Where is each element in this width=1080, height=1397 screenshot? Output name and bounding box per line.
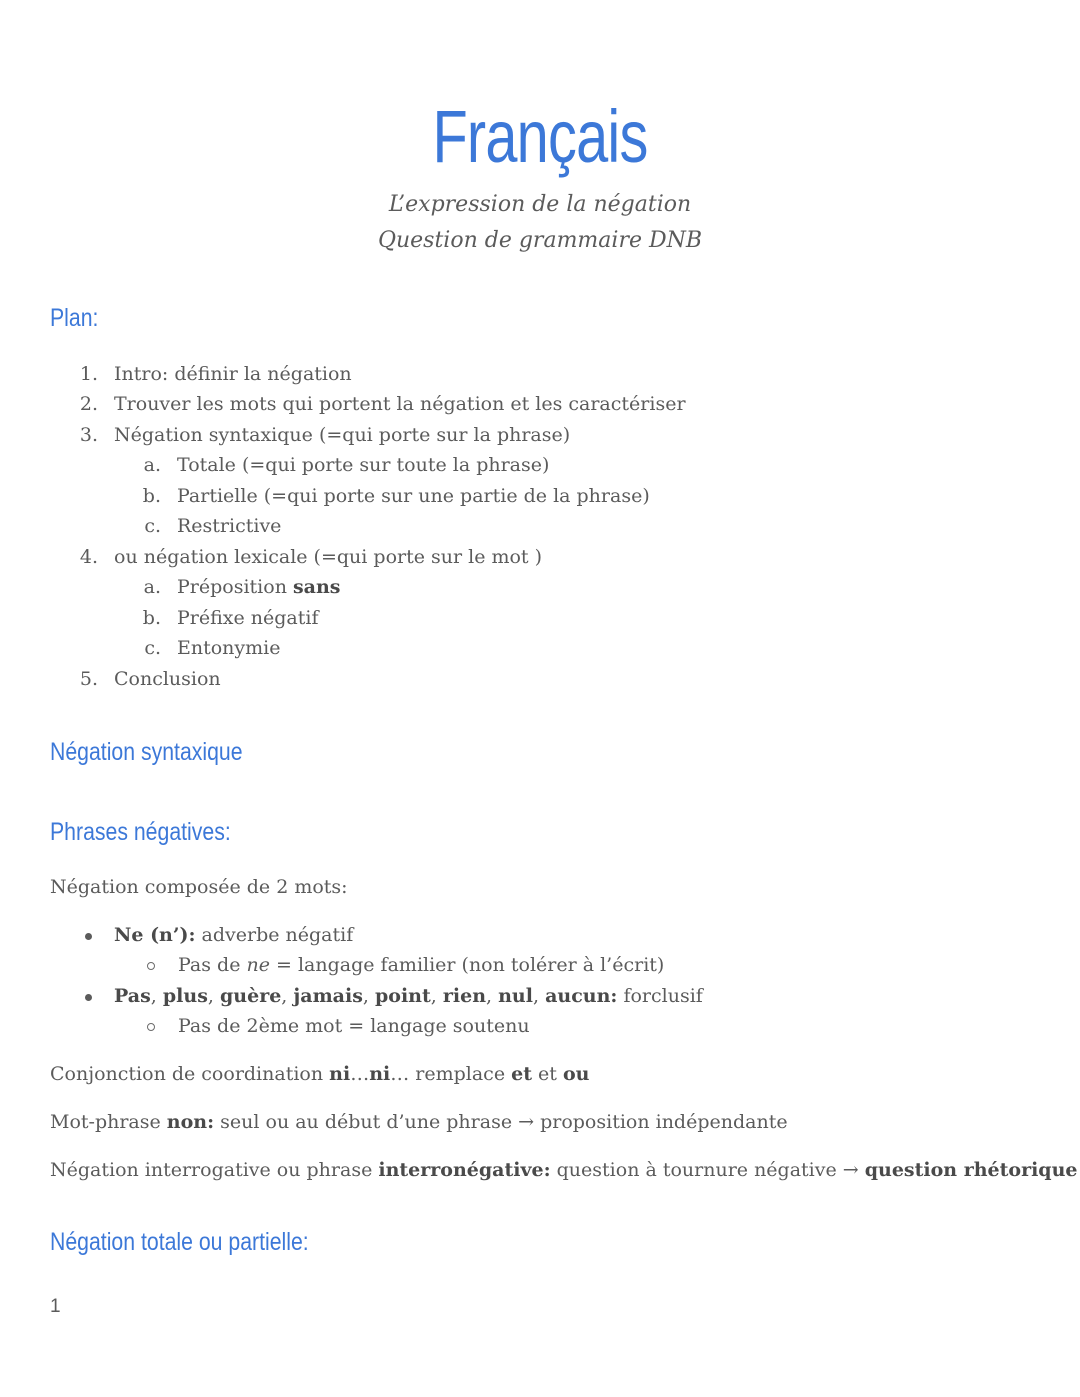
conj-ni: ni: [329, 1063, 351, 1085]
interro-pre: Négation interrogative ou phrase: [50, 1159, 379, 1181]
forclusif-word: jamais: [293, 985, 363, 1007]
interro-bold: question rhétorique: [864, 1159, 1078, 1181]
plan-item-text: Préposition: [177, 576, 293, 598]
plan-item-number: c.: [144, 637, 161, 659]
plan-item-content: [114, 423, 570, 447]
bullet-dot: [85, 994, 92, 1001]
forclusif-sep: ,: [362, 985, 375, 1007]
forclusif-word: point: [375, 985, 431, 1007]
conj-ou: ou: [562, 1063, 590, 1085]
forclusif-word: aucun:: [545, 985, 618, 1007]
motphrase-bold: non:: [166, 1111, 215, 1133]
bullet-ne-bold: Ne (n’):: [114, 924, 196, 946]
document-title: Français: [432, 95, 648, 178]
sub-bullet-circle: [147, 1023, 155, 1031]
sub-bullet-familier-pre: Pas de: [178, 954, 247, 976]
page-number: 1: [50, 1296, 61, 1317]
forclusif-word: Pas: [114, 985, 151, 1007]
plan-item-text: Restrictive: [177, 515, 282, 537]
conj-pre: Conjonction de coordination: [50, 1063, 330, 1085]
conjonction-line: [50, 1062, 589, 1086]
motphrase-pre: Mot-phrase: [50, 1111, 167, 1133]
bullet-dot: [85, 933, 92, 940]
plan-item-number: a.: [143, 454, 161, 476]
plan-item-text: Intro: définir la négation: [114, 363, 352, 385]
forclusif-sep: ,: [430, 985, 443, 1007]
plan-item-text: Conclusion: [114, 668, 221, 690]
forclusif-text: forclusif: [617, 985, 703, 1007]
plan-item-number: 5.: [79, 668, 98, 690]
plan-item-content: [177, 514, 281, 538]
forclusif-word: nul: [498, 985, 533, 1007]
plan-item-number: 2.: [79, 393, 98, 415]
plan-item-content: [177, 453, 549, 477]
plan-item-text: Préfixe négatif: [177, 607, 319, 629]
plan-item-number: c.: [144, 515, 161, 537]
subtitle-context: Question de grammaire DNB: [377, 228, 703, 253]
sub-bullet-familier: [178, 953, 664, 977]
forclusif-word: guère: [220, 985, 282, 1007]
bullet-forclusif: [114, 984, 703, 1008]
plan-item-number: a.: [143, 576, 161, 598]
forclusif-sep: ,: [486, 985, 499, 1007]
plan-item-content: [114, 362, 352, 386]
forclusif-sep: ,: [150, 985, 163, 1007]
interrogative-line: [50, 1158, 1078, 1182]
plan-item-content: [177, 484, 650, 508]
plan-item-content: [114, 545, 542, 569]
bullet-ne-text: adverbe négatif: [195, 924, 354, 946]
conj-mid: … remplace: [390, 1063, 512, 1085]
plan-item-text: Trouver les mots qui portent la négation et les caractériser: [114, 393, 686, 415]
bullet-ne: [114, 923, 353, 947]
mot-phrase-line: [50, 1110, 788, 1134]
plan-item-content: [177, 636, 281, 660]
forclusif-sep: ,: [207, 985, 220, 1007]
plan-item-content: [114, 667, 221, 691]
forclusif-word: plus: [162, 985, 208, 1007]
forclusif-sep: ,: [281, 985, 294, 1007]
sub-bullet-familier-post: = langage familier (non tolérer à l’écrit): [269, 954, 665, 976]
conj-et: et: [511, 1063, 532, 1085]
plan-item-content: [114, 392, 686, 416]
section-phrases-negatives: Phrases négatives:: [50, 818, 231, 846]
plan-item-number: b.: [142, 607, 161, 629]
sub-bullet-familier-italic: ne: [246, 954, 270, 976]
intro-line: Négation composée de 2 mots:: [50, 876, 348, 898]
plan-item-content: [177, 606, 319, 630]
conj-dots: …: [350, 1063, 370, 1085]
interro-mid: question à tournure négative →: [550, 1159, 865, 1181]
forclusif-sep: ,: [532, 985, 546, 1007]
plan-item-number: 4.: [79, 546, 98, 568]
subtitle-topic: L’expression de la négation: [388, 192, 692, 217]
forclusif-word: rien: [442, 985, 487, 1007]
plan-item-number: 3.: [79, 424, 98, 446]
plan-item-content: [177, 575, 341, 599]
conj-and: et: [531, 1063, 563, 1085]
plan-item-text: Négation syntaxique (=qui porte sur la phrase): [114, 424, 571, 446]
plan-item-number: 1.: [79, 363, 98, 385]
interro-bold: interronégative:: [378, 1159, 551, 1181]
plan-item-number: b.: [142, 485, 161, 507]
plan-item-text: ou négation lexicale (=qui porte sur le mot ): [114, 546, 543, 568]
plan-item-text: Partielle (=qui porte sur une partie de la phrase): [177, 485, 650, 507]
plan-item-text: Totale (=qui porte sur toute la phrase): [177, 454, 550, 476]
section-negation-totale-partielle: Négation totale ou partielle:: [50, 1228, 309, 1256]
sub-bullet-circle: [147, 962, 155, 970]
conj-ni: ni: [369, 1063, 391, 1085]
motphrase-post: seul ou au début d’une phrase → proposition indépendante: [214, 1111, 788, 1133]
sub-bullet-soutenu: Pas de 2ème mot = langage soutenu: [178, 1015, 530, 1037]
section-negation-syntaxique: Négation syntaxique: [50, 738, 243, 766]
plan-heading: Plan:: [50, 304, 99, 332]
plan-item-text: Entonymie: [177, 637, 281, 659]
plan-item-bold: sans: [292, 576, 341, 598]
